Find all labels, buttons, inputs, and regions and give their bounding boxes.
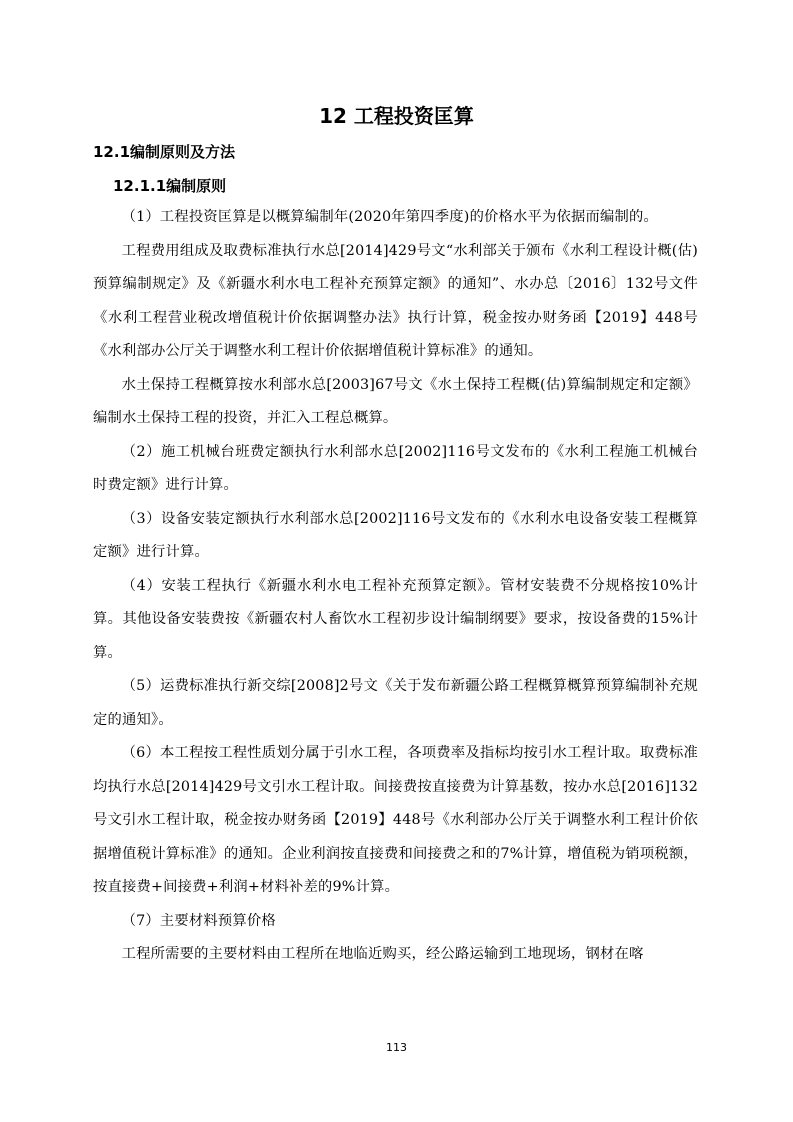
paragraph-10: 工程所需要的主要材料由工程所在地临近购买，经公路运输到工地现场，钢材在喀: [121, 946, 644, 962]
page-number: 113: [386, 1041, 407, 1054]
paragraph-8: （6）本工程按工程性质划分属于引水工程，各项费率及指标均按引水工程计取。取费标准均执行水总[2014]429号文引水工程计取。间接费按直接费为计算基数，按办水总[2016]132号文引水工程计取，税金按办财务函【2019】448号《水利部办公厅关于调整水利工程计价依据增值税计算标准》的通知。企业利润按直接费和间接费之和的7%计算，增值税为销项税额，按直接费+间接费+利润+材料补差的9%计算。: [93, 745, 698, 895]
paragraph-3: 水土保持工程概算按水利部水总[2003]67号文《水土保持工程概(估)算编制规定和定额》编制水土保持工程的投资，并汇入工程总概算。: [93, 376, 698, 426]
paragraph-4: （2）施工机械台班费定额执行水利部水总[2002]116号文发布的《水利工程施工机械台时费定额》进行计算。: [93, 443, 698, 493]
paragraph-7: （5）运费标准执行新交综[2008]2号文《关于发布新疆公路工程概算概算预算编制补充规定的通知》。: [93, 678, 698, 728]
paragraph-2: 工程费用组成及取费标准执行水总[2014]429号文“水利部关于颁布《水利工程设计概(估)预算编制规定》及《新疆水利水电工程补充预算定额》的通知”、水办总〔2016〕132号文件《水利工程营业税改增值税计价依据调整办法》执行计算，税金按办财务函【2019】448号《水利部办公厅关于调整水利工程计价依据增值税计算标准》的通知。: [93, 242, 698, 359]
paragraph-9: （7）主要材料预算价格: [121, 912, 276, 929]
section-heading: 12.1编制原则及方法: [93, 143, 236, 161]
subsection-heading: 12.1.1编制原则: [113, 177, 227, 195]
paragraph-5: （3）设备安装定额执行水利部水总[2002]116号文发布的《水利水电设备安装工程概算定额》进行计算。: [93, 510, 698, 560]
chapter-title: 12 工程投资匡算: [319, 104, 474, 128]
paragraph-6: （4）安装工程执行《新疆水利水电工程补充预算定额》。管材安装费不分规格按10%计算。其他设备安装费按《新疆农村人畜饮水工程初步设计编制纲要》要求，按设备费的15%计算。: [93, 577, 698, 661]
paragraph-1: （1）工程投资匡算是以概算编制年(2020年第四季度)的价格水平为依据而编制的。: [121, 209, 659, 225]
body-text: [93, 201, 698, 972]
